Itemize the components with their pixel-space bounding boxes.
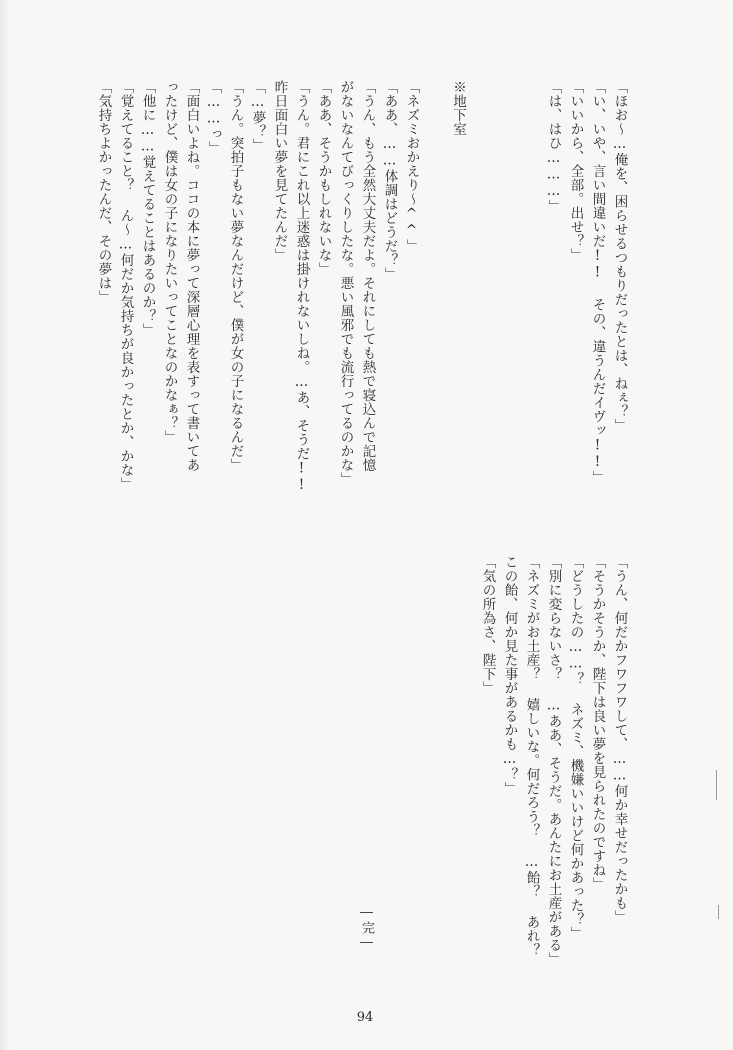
text-line: 「うん。突拍子もない夢なんだけど、僕が女の子になるんだ」 [227,80,244,472]
text-line: 「うん、何だかフワフワして、……何か幸せだったかも」 [611,555,628,924]
text-line: 「他に……覚えてることはあるのか？」 [139,80,156,337]
text-line: 「ネズミがお土産？ 嬉しいな。何だろう？ …飴？ あれ？ [523,555,540,957]
text-line: 「ああ、そうかもしれないな」 [315,80,332,276]
text-line: 「ネズミおかえり〜^^」 [403,80,420,253]
text-line: 「いいから、全部。出せ？」 [567,80,584,262]
text-line: 「……っ」 [205,80,222,155]
text-line: 「そうかそうか、陛下は良い夢を見られたのですね」 [589,555,606,891]
text-line: 「面白いよね。ココの本に夢って深層心理を表すって書いてあ [183,80,200,472]
text-line: 「い、いや、言い間違いだ!! その、違うんだイヴッ!!」 [589,80,606,485]
text-line: 「ほお〜…俺を、困らせるつもりだったとは、ねぇ？」 [611,80,628,433]
text-line: 「覚えてること？ ん〜…何だか気持ちが良かったとか、かな」 [117,80,134,491]
section-heading: ※地下室 [450,80,466,136]
text-line: 「うん、もう全然大丈夫だよ。それにしても熱で寝込んで記憶 [359,80,376,472]
scan-edge-line [716,770,717,800]
text-line: ったけど、僕は女の子になりたいってことなのかなぁ？」 [161,80,178,444]
text-line: 「は、はひ………」 [545,80,562,214]
text-line: 「ああ、……体調はどうだ？」 [381,80,398,281]
scan-edge-line [718,905,719,919]
page-number: 94 [356,1010,374,1025]
text-line: がないなんてびっくりしたな。悪い風邪でも流行ってるのかな」 [337,80,354,486]
end-mark: ―完― [359,905,374,951]
text-line: 昨日面白い夢を見てたんだ」 [271,80,288,262]
text-line: 「どうしたの……？ ネズミ、機嫌いいけど何かあった？」 [567,555,584,941]
text-line: この飴、何か見た事があるかも…？」 [501,555,518,796]
text-line: 「…夢？」 [249,80,266,153]
text-line: 「別に変らないさ？ …ああ、そうだ。あんたにお土産がある」 [545,555,562,966]
text-line: 「気持ちよかったんだ、その夢は」 [95,80,112,304]
text-line: 「気の所為さ、陛下」 [479,555,496,695]
text-line: 「うん。君にこれ以上迷惑は掛けれないしね。…あ、そうだ!! [293,80,310,494]
